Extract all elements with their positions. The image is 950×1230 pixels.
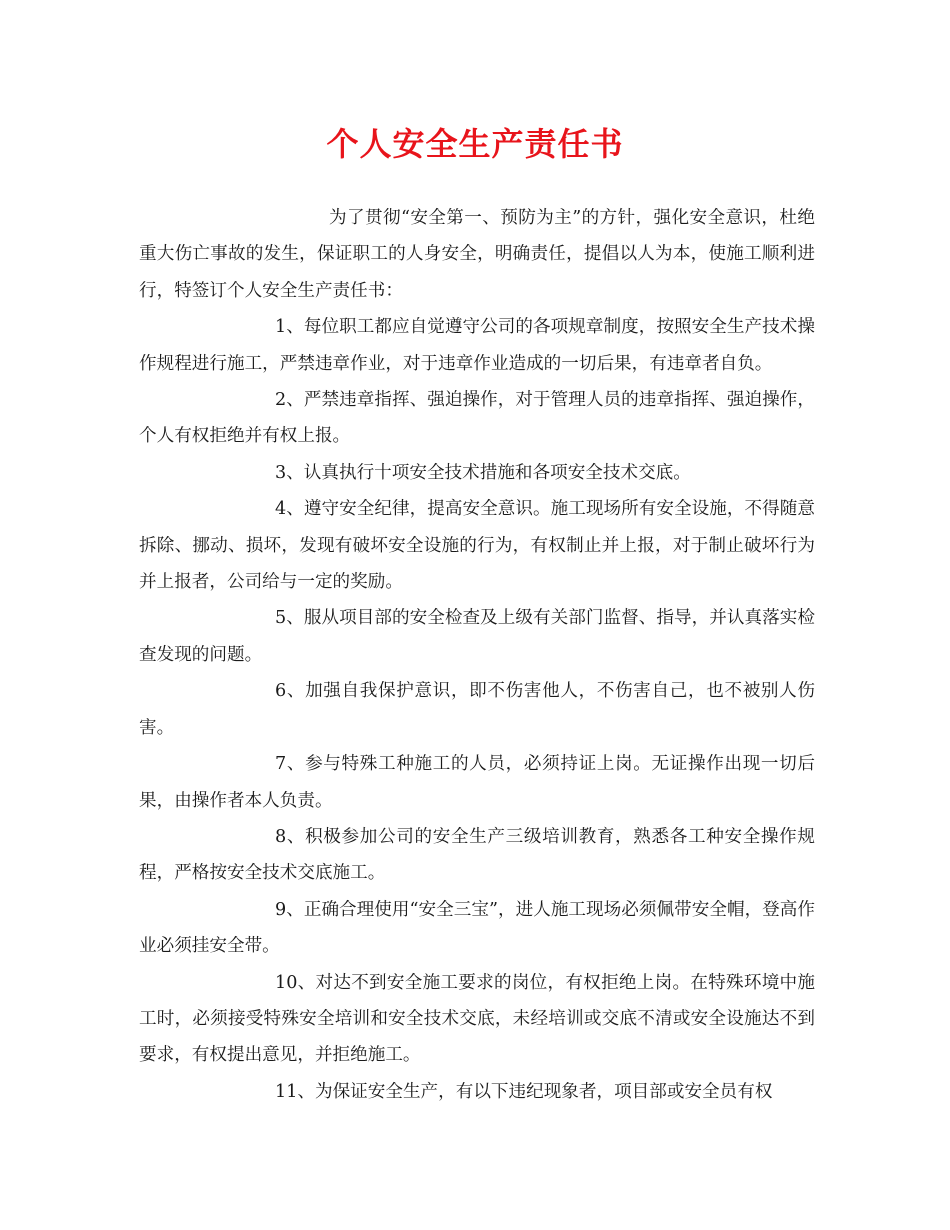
- document-body: [139, 200, 815, 1110]
- clause-3: 3、认真执行十项安全技术措施和各项安全技术交底。: [275, 462, 691, 483]
- clause-7: 7、参与特殊工种施工的人员，必须持证上岗。无证操作出现一切后果，由操作者本人负责。: [139, 754, 815, 811]
- intro-paragraph: 为了贯彻“安全第一、预防为主”的方针，强化安全意识，杜绝重大伤亡事故的发生，保证职工的人身安全，明确责任，提倡以人为本，使施工顺利进行，特签订个人安全生产责任书：: [139, 208, 815, 301]
- clause-5: 5、服从项目部的安全检查及上级有关部门监督、指导，并认真落实检查发现的问题。: [139, 608, 815, 665]
- clause-10: 10、对达不到安全施工要求的岗位，有权拒绝上岗。在特殊环境中施工时，必须接受特殊安全培训和安全技术交底，未经培训或交底不清或安全设施达不到要求，有权提出意见，并拒绝施工。: [139, 972, 815, 1066]
- clause-11: 11、为保证安全生产，有以下违纪现象者，项目部或安全员有权: [275, 1081, 773, 1102]
- clause-6: 6、加强自我保护意识，即不伤害他人，不伤害自己，也不被别人伤害。: [139, 681, 815, 738]
- clause-9: 9、正确合理使用“安全三宝”，进人施工现场必须佩带安全帽，登高作业必须挂安全带。: [139, 899, 815, 957]
- document-title: 个人安全生产责任书: [326, 125, 624, 163]
- clause-2: 2、严禁违章指挥、强迫操作，对于管理人员的违章指挥、强迫操作，个人有权拒绝并有权上报。: [139, 390, 815, 447]
- clause-4: 4、遵守安全纪律，提高安全意识。施工现场所有安全设施，不得随意拆除、挪动、损坏，发现有破坏安全设施的行为，有权制止并上报，对于制止破坏行为并上报者，公司给与一定的奖励。: [139, 499, 815, 593]
- clause-8: 8、积极参加公司的安全生产三级培训教育，熟悉各工种安全操作规程，严格按安全技术交底施工。: [139, 826, 815, 884]
- clause-1: 1、每位职工都应自觉遵守公司的各项规章制度，按照安全生产技术操作规程进行施工，严禁违章作业，对于违章作业造成的一切后果，有违章者自负。: [139, 317, 815, 374]
